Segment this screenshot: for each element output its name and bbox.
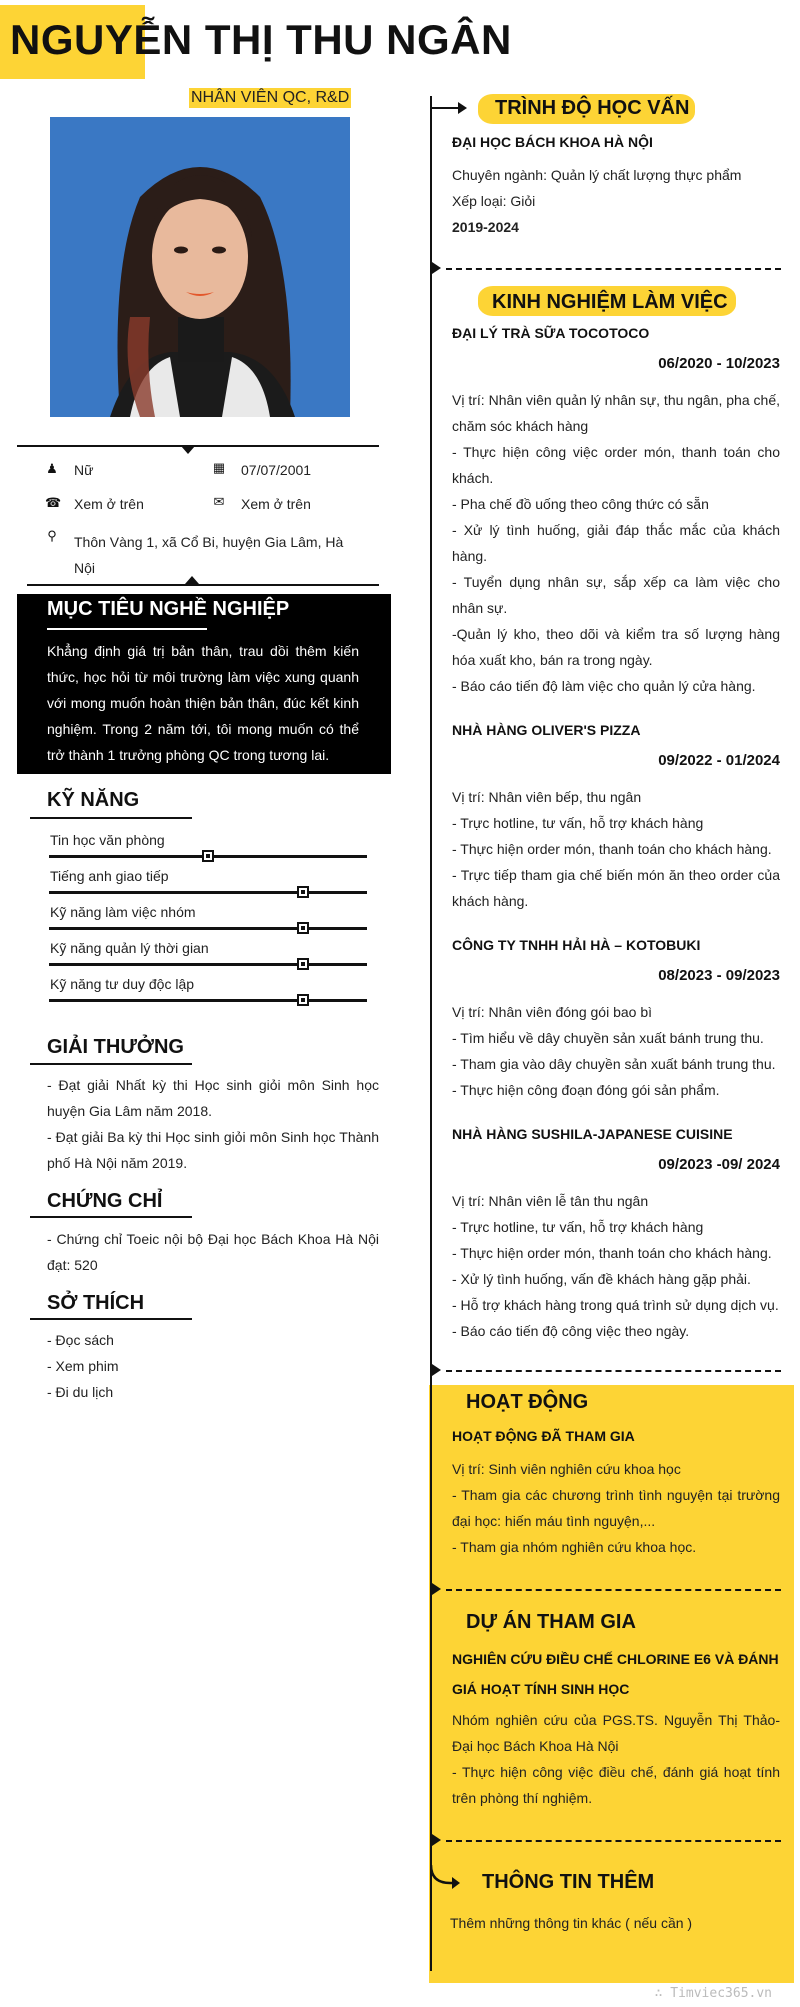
timeline-line — [430, 96, 432, 1971]
job-duty-line: Vị trí: Nhân viên đóng gói bao bì — [452, 1004, 653, 1020]
certificates-text — [47, 1226, 379, 1278]
info-top-divider — [17, 445, 379, 447]
skill-label: Tin học văn phòng — [50, 832, 165, 848]
education-details — [452, 162, 780, 240]
education-school: ĐẠI HỌC BÁCH KHOA HÀ NỘI — [452, 134, 653, 150]
education-connector — [430, 107, 458, 109]
job-description — [452, 784, 780, 914]
job-duty-line: Vị trí: Nhân viên quản lý nhân sự, thu ngân, pha chế, chăm sóc khách hàng — [452, 392, 780, 434]
skill-level-slider[interactable] — [297, 958, 309, 970]
certificates-underline — [30, 1216, 192, 1218]
job-date: 06/2020 - 10/2023 — [658, 355, 780, 372]
education-title: TRÌNH ĐỘ HỌC VẤN — [495, 97, 690, 119]
activity-line: - Tham gia các chương trình tình nguyện tại trường đại học: hiến máu tình nguyện,... — [452, 1487, 780, 1529]
activities-subtitle: HOẠT ĐỘNG ĐÃ THAM GIA — [452, 1428, 635, 1444]
job-duty-line: - Pha chế đồ uống theo công thức có sẵn — [452, 496, 709, 512]
skill-bar — [49, 963, 367, 966]
section-divider — [446, 1589, 781, 1591]
job-duty-line: - Thực hiện công việc order món, thanh toán cho khách. — [452, 444, 780, 486]
education-major: Chuyên ngành: Quản lý chất lượng thực phẩm — [452, 167, 742, 183]
job-date: 09/2023 -09/ 2024 — [658, 1156, 780, 1173]
activities-text — [452, 1456, 780, 1560]
additional-text: Thêm những thông tin khác ( nếu cần ) — [450, 1915, 693, 1931]
skill-label: Kỹ năng tư duy độc lập — [50, 976, 195, 992]
job-duty-line: - Thực hiện order món, thanh toán cho khách hàng. — [452, 1245, 772, 1261]
section-divider — [446, 268, 781, 270]
awards-underline — [30, 1063, 192, 1065]
activity-line: - Tham gia nhóm nghiên cứu khoa học. — [452, 1539, 697, 1555]
skill-level-slider[interactable] — [297, 922, 309, 934]
timeline-marker-icon — [432, 262, 441, 274]
awards-text — [47, 1072, 379, 1176]
job-duty-line: - Tham gia vào dây chuyền sản xuất bánh trung thu. — [452, 1056, 776, 1072]
job-duty-line: - Xử lý tình huống, giải đáp thắc mắc của khách hàng. — [452, 522, 780, 564]
certificate-line: - Chứng chỉ Toeic nội bộ Đại học Bách Khoa Hà Nội đạt: 520 — [47, 1231, 379, 1273]
email-icon: ✉ — [213, 494, 225, 509]
profile-photo — [50, 117, 350, 417]
project-line: - Thực hiện công việc điều chế, đánh giá hoạt tính trên phòng thí nghiệm. — [452, 1764, 780, 1806]
job-company: NHÀ HÀNG OLIVER'S PIZZA — [452, 722, 641, 738]
skill-label: Tiếng anh giao tiếp — [50, 868, 169, 884]
projects-text — [452, 1707, 780, 1811]
activity-line: Vị trí: Sinh viên nghiên cứu khoa học — [452, 1461, 681, 1477]
watermark — [655, 1986, 772, 2001]
job-description — [452, 999, 780, 1103]
hobby-line: - Đi du lịch — [47, 1384, 114, 1400]
skill-level-slider[interactable] — [297, 886, 309, 898]
location-pin-icon: ⚲ — [47, 528, 57, 543]
job-date: 08/2023 - 09/2023 — [658, 967, 780, 984]
section-divider — [446, 1840, 781, 1842]
job-duty-line: - Trực hotline, tư vấn, hỗ trợ khách hàng — [452, 815, 704, 831]
skill-label: Kỹ năng quản lý thời gian — [50, 940, 209, 956]
job-duty-line: - Thực hiện order món, thanh toán cho khách hàng. — [452, 841, 772, 857]
job-company: CÔNG TY TNHH HẢI HÀ – KOTOBUKI — [452, 937, 701, 953]
skill-level-slider[interactable] — [202, 850, 214, 862]
job-duty-line: Vị trí: Nhân viên lễ tân thu ngân — [452, 1193, 649, 1209]
additional-title: THÔNG TIN THÊM — [482, 1871, 655, 1893]
education-years: 2019-2024 — [452, 219, 519, 235]
job-duty-line: - Trực tiếp tham gia chế biến món ăn theo order của khách hàng. — [452, 867, 780, 909]
candidate-name: NGUYỄN THỊ THU NGÂN — [10, 16, 512, 63]
birthday-value: 07/07/2001 — [241, 462, 312, 478]
additional-arrow-icon — [430, 1864, 466, 1890]
job-duty-line: - Xử lý tình huống, vấn đề khách hàng gặp phải. — [452, 1271, 751, 1287]
skill-bar — [49, 927, 367, 930]
skill-bar — [49, 999, 367, 1002]
hobby-line: - Đọc sách — [47, 1332, 114, 1348]
hobbies-title: SỞ THÍCH — [47, 1292, 145, 1314]
job-duty-line: - Báo cáo tiến độ công việc theo ngày. — [452, 1323, 690, 1339]
info-bottom-divider — [27, 584, 379, 586]
projects-subtitle: NGHIÊN CỨU ĐIỀU CHẾ CHLORINE E6 VÀ ĐÁNH GIÁ HOẠT TÍNH SINH HỌC — [452, 1651, 779, 1697]
hobbies-text — [47, 1327, 379, 1405]
job-duty-line: - Báo cáo tiến độ làm việc cho quản lý cửa hàng. — [452, 678, 756, 694]
awards-title: GIẢI THƯỞNG — [47, 1036, 184, 1058]
email-value[interactable]: Xem ở trên — [241, 496, 311, 512]
hobby-line: - Xem phim — [47, 1358, 119, 1374]
activities-title: HOẠT ĐỘNG — [466, 1391, 589, 1413]
job-duty-line: - Tuyển dụng nhân sự, sắp xếp ca làm việc cho nhân sự. — [452, 574, 780, 616]
objective-text: Khẳng định giá trị bản thân, trau dồi thêm kiến thức, học hỏi từ môi trường làm việc xung quanh với mong muốn hoàn thiện bản thân, đúc kết kinh nghiệm. Trong 2 năm tới, tôi mong muốn có thể trở thành 1 trưởng phòng QC trong tương lai. — [47, 643, 359, 763]
phone-value[interactable]: Xem ở trên — [74, 496, 144, 512]
timeline-marker-icon — [432, 1583, 441, 1595]
project-line: Nhóm nghiên cứu của PGS.TS. Nguyễn Thị Thảo- Đại học Bách Khoa Hà Nội — [452, 1712, 780, 1754]
job-description — [452, 387, 780, 699]
certificates-title: CHỨNG CHỈ — [47, 1190, 163, 1212]
candidate-position: NHÂN VIÊN QC, R&D — [191, 89, 350, 106]
address-value: Thôn Vàng 1, xã Cổ Bi, huyện Gia Lâm, Hà Nội — [74, 534, 344, 576]
job-date: 09/2022 - 01/2024 — [658, 752, 780, 769]
calendar-icon: ▦ — [212, 460, 226, 475]
divider-arrow-up — [185, 576, 199, 584]
education-grade: Xếp loại: Giỏi — [452, 193, 536, 209]
objective-section — [17, 594, 391, 774]
skill-bar — [49, 891, 367, 894]
divider-arrow-down — [181, 446, 195, 454]
hobbies-underline — [30, 1318, 192, 1320]
user-icon: ♟ — [46, 461, 58, 476]
skills-title: KỸ NĂNG — [47, 789, 140, 811]
education-arrow-icon — [458, 102, 467, 114]
skill-level-slider[interactable] — [297, 994, 309, 1006]
job-duty-line: -Quản lý kho, theo dõi và kiểm tra số lượng hàng hóa xuất kho, bán ra trong ngày. — [452, 626, 780, 668]
job-description — [452, 1188, 780, 1344]
award-line: - Đạt giải Ba kỳ thi Học sinh giỏi môn Sinh học Thành phố Hà Nội năm 2019. — [47, 1129, 379, 1171]
timeline-marker-icon — [432, 1364, 441, 1376]
timeline-marker-icon — [432, 1834, 441, 1846]
phone-icon: ☎ — [45, 495, 62, 510]
skill-label: Kỹ năng làm việc nhóm — [50, 904, 196, 920]
objective-title: MỤC TIÊU NGHỀ NGHIỆP — [47, 598, 290, 620]
projects-title: DỰ ÁN THAM GIA — [466, 1611, 636, 1633]
award-line: - Đạt giải Nhất kỳ thi Học sinh giỏi môn Sinh học huyện Gia Lâm năm 2018. — [47, 1077, 379, 1119]
skills-underline — [30, 817, 192, 819]
job-duty-line: - Hỗ trợ khách hàng trong quá trình sử dụng dịch vụ. — [452, 1297, 779, 1313]
portrait-illustration — [50, 117, 350, 417]
job-duty-line: Vị trí: Nhân viên bếp, thu ngân — [452, 789, 642, 805]
experience-title: KINH NGHIỆM LÀM VIỆC — [492, 291, 728, 313]
gender-value: Nữ — [74, 462, 94, 478]
job-duty-line: - Thực hiện công đoạn đóng gói sản phẩm. — [452, 1082, 720, 1098]
job-company: NHÀ HÀNG SUSHILA-JAPANESE CUISINE — [452, 1126, 733, 1142]
job-duty-line: - Tìm hiểu về dây chuyền sản xuất bánh trung thu. — [452, 1030, 764, 1046]
job-company: ĐẠI LÝ TRÀ SỮA TOCOTOCO — [452, 325, 650, 341]
watermark-text: Timviec365.vn — [670, 1986, 772, 2001]
job-duty-line: - Trực hotline, tư vấn, hỗ trợ khách hàng — [452, 1219, 704, 1235]
objective-underline — [47, 628, 207, 630]
watermark-icon: ∴ — [654, 1986, 671, 2001]
section-divider — [446, 1370, 781, 1372]
